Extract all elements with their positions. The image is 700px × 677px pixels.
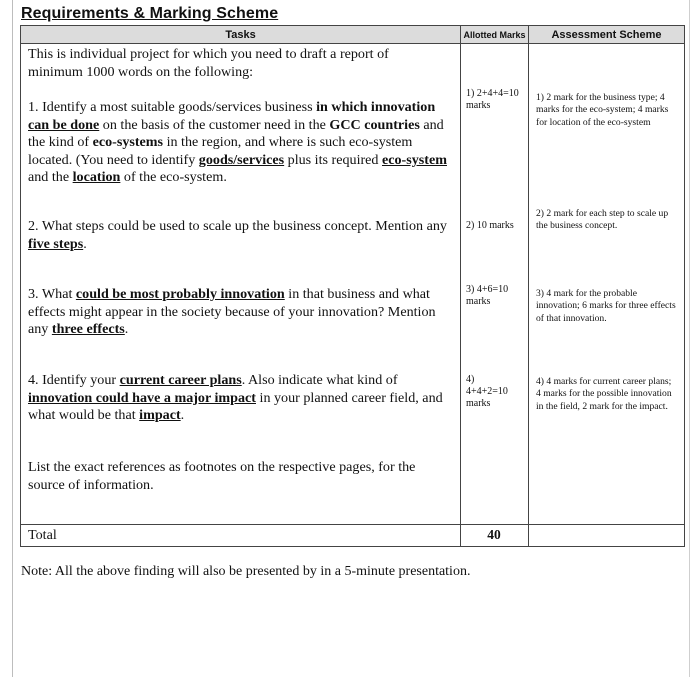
scheme-task-1: 1) 2 mark for the business type; 4 marks for the eco-system; 4 marks for location of the eco-system [536, 92, 669, 128]
header-tasks: Tasks [21, 26, 461, 44]
tasks-cell [21, 44, 461, 525]
scheme-task-3: 3) 4 mark for the probable innovation; 6 marks for three effects of that innovation. [536, 288, 676, 324]
page-title: Requirements & Marking Scheme [21, 5, 279, 22]
marks-task-1: 1) 2+4+4=10 marks [466, 88, 519, 111]
total-label: Total [28, 527, 57, 543]
task-1: 1. Identify a most suitable goods/services business in which innovation can be done on the basis of the customer need in the GCC countries and the kind of eco-systems in the region, and where is such eco-system located. (You need to identify goods/services plus its required eco-system and the location of the eco-system. [28, 99, 447, 186]
marks-cell [461, 44, 529, 525]
presentation-note: Note: All the above finding will also be presented by in a 5-minute presentation. [21, 564, 471, 579]
task-4: 4. Identify your current career plans. Also indicate what kind of innovation could have a major impact in your planned career field, and what would be that impact. [28, 372, 443, 424]
total-label-cell [21, 525, 461, 547]
total-value-cell [461, 525, 529, 547]
scheme-cell [529, 44, 685, 525]
task-2: 2. What steps could be used to scale up the business concept. Mention any five steps. [28, 218, 447, 252]
marking-scheme-table [20, 25, 685, 547]
task-3: 3. What could be most probably innovation in that business and what effects might appear in the society because of your innovation? Mention any three effects. [28, 286, 436, 338]
scheme-task-4: 4) 4 marks for current career plans; 4 marks for the possible innovation in the field, 2 mark for the impact. [536, 376, 672, 412]
scheme-task-2: 2) 2 mark for each step to scale up the business concept. [536, 208, 669, 232]
references-instruction: List the exact references as footnotes on the respective pages, for the source of information. [28, 459, 416, 493]
header-allotted-marks: Allotted Marks [461, 26, 529, 44]
total-scheme-cell [529, 525, 685, 547]
total-value: 40 [487, 527, 501, 542]
marks-task-4: 4) 4+4+2=10 marks [466, 374, 508, 409]
page-left-edge [12, 0, 13, 677]
header-assessment-scheme: Assessment Scheme [529, 26, 685, 44]
page-right-edge [689, 0, 690, 677]
marks-task-3: 3) 4+6=10 marks [466, 284, 509, 307]
intro-text: This is individual project for which you need to draft a report of minimum 1000 words on the following: [28, 46, 389, 80]
marks-task-2: 2) 10 marks [466, 220, 514, 231]
